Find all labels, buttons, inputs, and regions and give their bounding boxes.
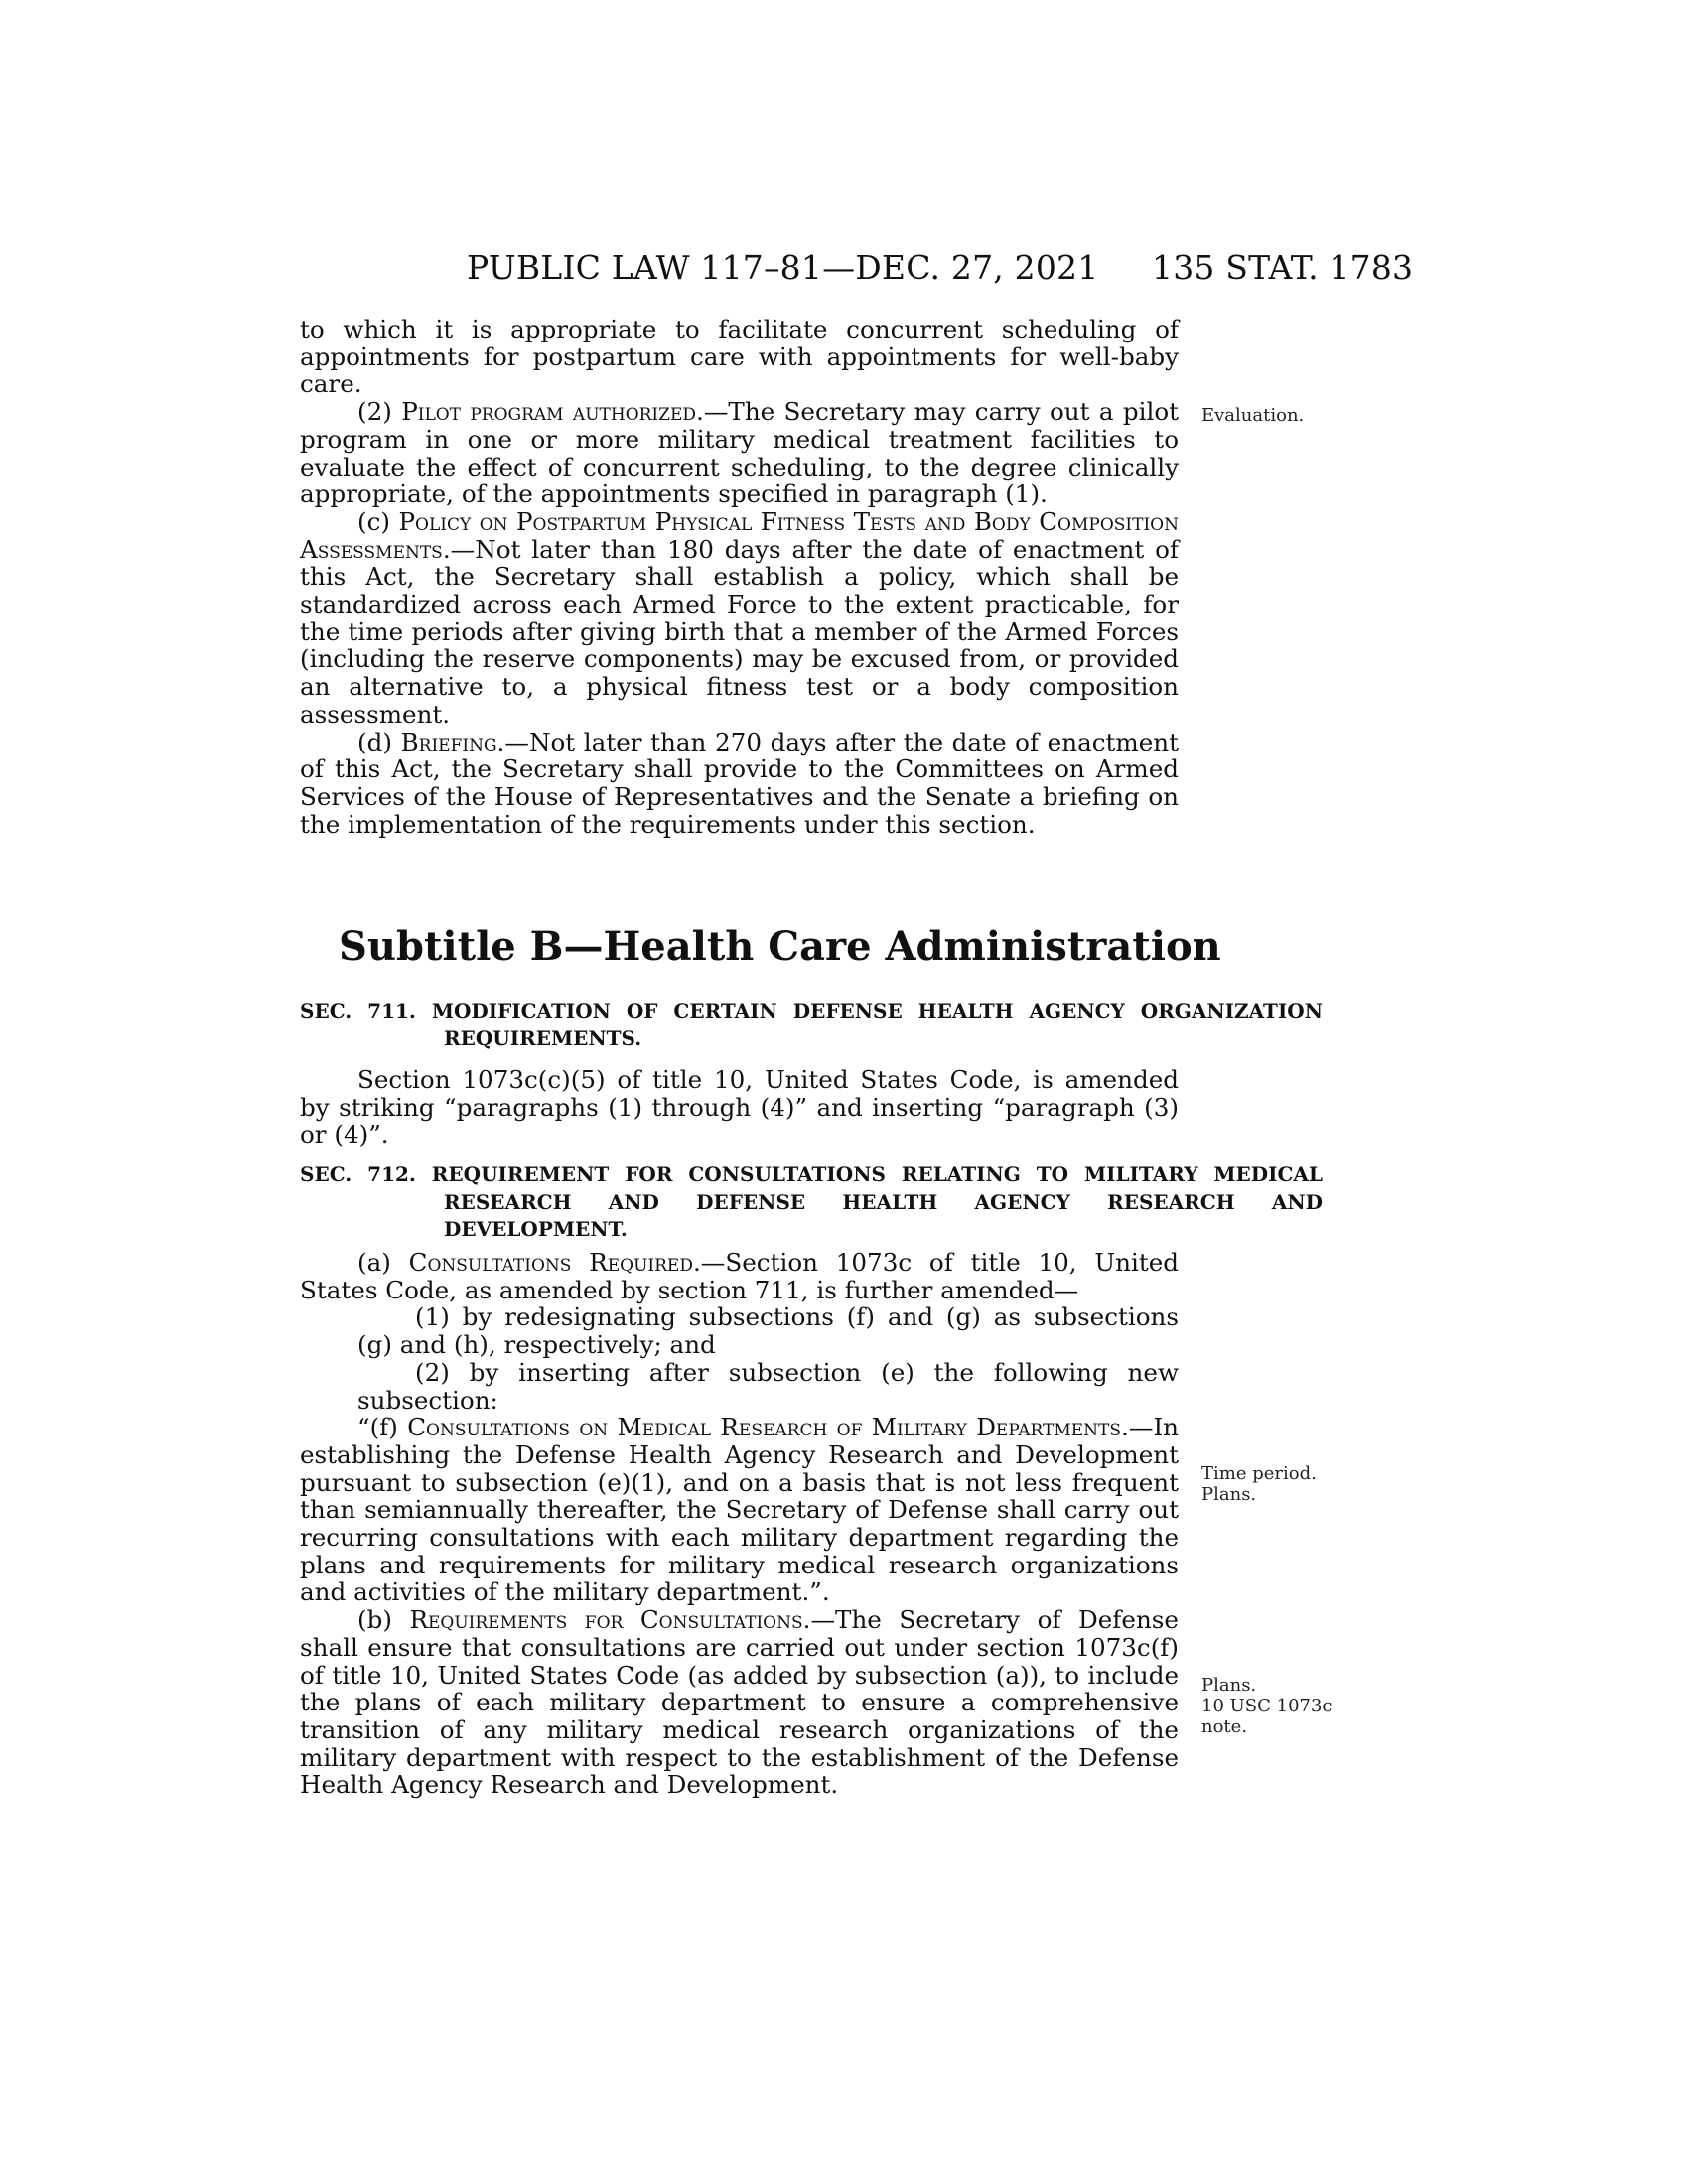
margin-note-time-period (1201, 1463, 1317, 1505)
page-header (0, 248, 1688, 288)
paragraph-2-label: (2) (357, 397, 402, 427)
clause-a2: (2) by inserting after subsection (e) the following new subsection: (357, 1357, 1179, 1415)
subsection-c-policy (300, 508, 1179, 729)
subsection-b-text: —The Secretary of Defense shall ensure that consultations are carried out under section 1073c(f) of title 10, United States Code (as added by subsection (a)), to include the plans of each military department to ensure a comprehensive transition of any military medical research organizations of the military department with respect to the establishment of the Defense Health Agency Research and Development. (300, 1605, 1179, 1800)
margin-note-time-period-label: Time period. (1201, 1463, 1317, 1484)
section-711-body (300, 1066, 1179, 1149)
section-711-text: Section 1073c(c)(5) of title 10, United States Code, is amended by striking “paragraphs (1) through (4)” and inserting “paragraph (3) or (4)”. (300, 1065, 1179, 1150)
page-number: 135 STAT. 1783 (1152, 248, 1414, 287)
subsection-d-briefing (300, 729, 1179, 839)
section-711-heading: SEC. 711. MODIFICATION OF CERTAIN DEFENSE HEALTH AGENCY ORGANIZATION REQUIREMENTS. (300, 999, 1323, 1050)
subsection-b-heading: Requirements for Consultations. (409, 1605, 811, 1635)
margin-note-plans-label: Plans. (1201, 1484, 1257, 1505)
margin-note-note: note. (1201, 1716, 1248, 1737)
subsection-d-label: (d) (357, 727, 401, 756)
text-block-postpartum (300, 316, 1179, 838)
paragraph-2-pilot-program (300, 398, 1179, 508)
margin-note-evaluation: Evaluation. (1201, 405, 1305, 426)
subsection-a-heading: Consultations Required. (408, 1248, 701, 1277)
quoted-f-label: “(f) (357, 1413, 408, 1442)
subsection-a-label: (a) (357, 1248, 409, 1277)
subsection-a-text: —Section 1073c of title 10, United States Code, as amended by section 711, is further amended— (300, 1248, 1179, 1304)
quoted-f-heading: Consultations on Medical Research of Military Departments. (407, 1413, 1129, 1442)
subsection-d-text: —Not later than 270 days after the date of enactment of this Act, the Secretary shall provide to the Committees on Armed Services of the House of Representatives and the Senate a briefing on the implementation of the requirements under this section. (300, 727, 1179, 839)
paragraph-2-text: —The Secretary may carry out a pilot program in one or more military medical treatment facilities to evaluate the effect of concurrent scheduling, to the degree clinically appropriate, of the appointments specified in paragraph (1). (300, 397, 1180, 509)
margin-note-plans-usc (1201, 1675, 1333, 1737)
running-head: PUBLIC LAW 117–81—DEC. 27, 2021 (467, 248, 1099, 287)
subsection-b-label: (b) (357, 1605, 410, 1635)
section-712-body (300, 1249, 1179, 1799)
paragraph-2-heading: Pilot program authorized. (401, 397, 704, 427)
subsection-a-consultations (300, 1249, 1179, 1303)
quoted-subsection-f (300, 1414, 1179, 1606)
margin-note-usc: 10 USC 1073c (1201, 1696, 1333, 1716)
subsection-c-heading: Policy on Postpartum Physical Fitness Tests and Body Composition Assessments. (300, 506, 1179, 564)
subsection-b-requirements (300, 1606, 1179, 1799)
subsection-c-text: —Not later than 180 days after the date of enactment of this Act, the Secretary shall establish a policy, which shall be standardized across each Armed Force to the extent practicable, for the time periods after giving birth that a member of the Armed Forces (including the reserve components) may be excused from, or provided an alternative to, a physical fitness test or a body composition assessment. (300, 534, 1179, 729)
subsection-d-heading: Briefing. (400, 727, 505, 756)
subtitle-heading: Subtitle B—Health Care Administration (339, 923, 1221, 970)
section-712-heading: SEC. 712. REQUIREMENT FOR CONSULTATIONS RELATING TO MILITARY MEDICAL RESEARCH AND DEFENSE HEALTH AGENCY RESEARCH AND DEVELOPMENT. (300, 1162, 1323, 1242)
quoted-f-text: —In establishing the Defense Health Agency Research and Development pursuant to subsection (e)(1), and on a basis that is not less frequent than semiannually thereafter, the Secretary of Defense shall carry out recurring consultations with each military department regarding the plans and requirements for military medical research organizations and activities of the military department.”. (300, 1413, 1179, 1607)
margin-note-plans: Plans. (1201, 1675, 1257, 1696)
subsection-c-label: (c) (357, 506, 399, 536)
clause-a1: (1) by redesignating subsections (f) and (g) as subsections (g) and (h), respectively; and (357, 1302, 1179, 1360)
continuation-paragraph: to which it is appropriate to facilitate concurrent scheduling of appointments for postpartum care with appointments for well-baby care. (300, 315, 1179, 399)
